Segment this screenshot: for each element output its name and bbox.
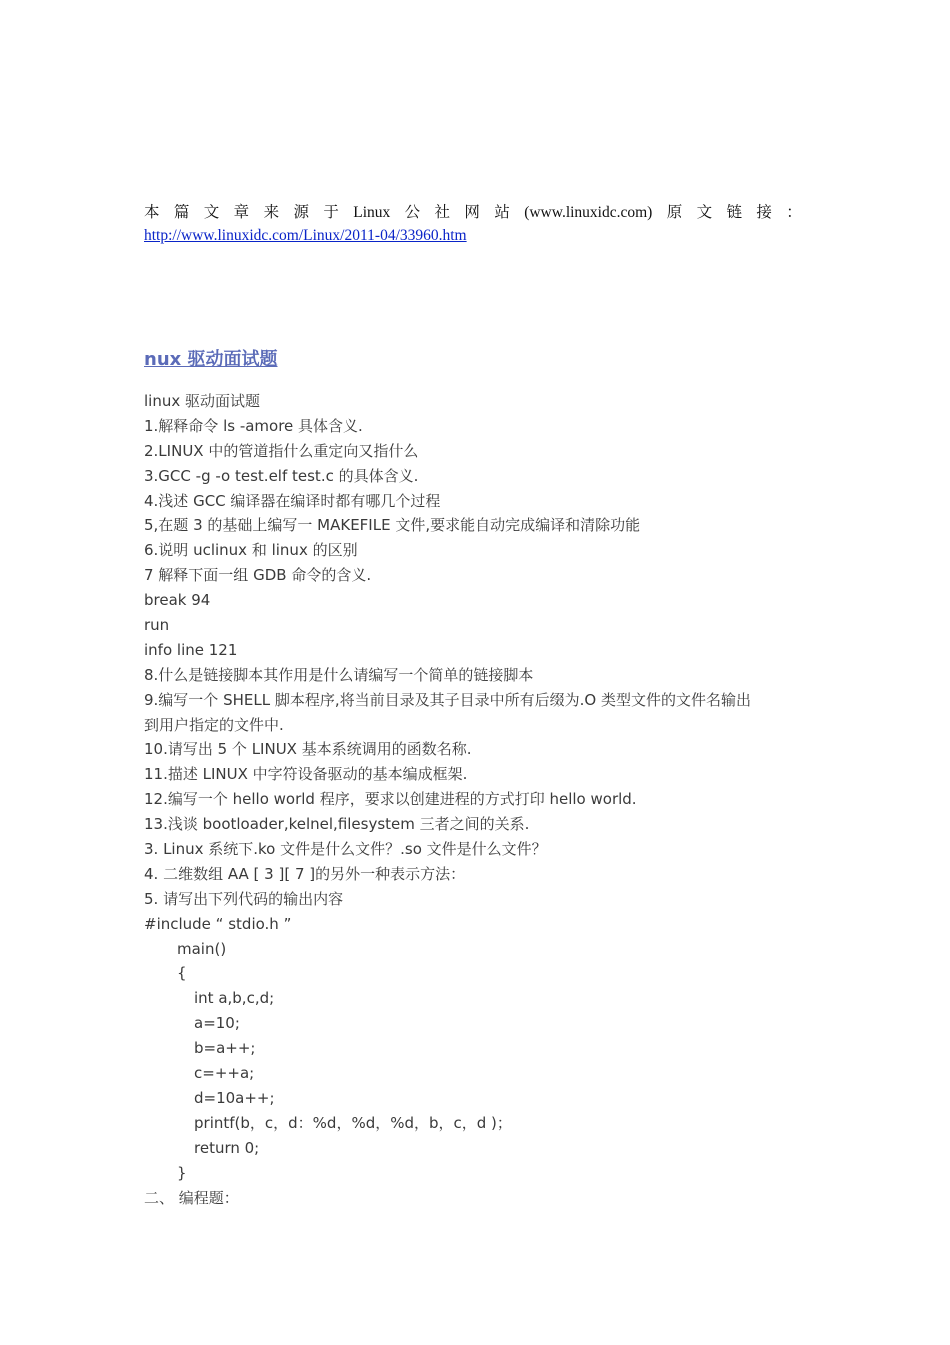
source-link[interactable]: http://www.linuxidc.com/Linux/2011-04/33960.htm — [144, 227, 467, 244]
source-char: 于 — [323, 204, 339, 221]
text-line: 9.编写一个 SHELL 脚本程序,将当前目录及其子目录中所有后缀为.O 类型文件的文件名输出 — [144, 690, 751, 709]
text-line: run — [144, 616, 170, 635]
text-line: 二、 编程题： — [144, 1188, 239, 1207]
text-line: { — [177, 964, 187, 983]
text-line: c=++a; — [194, 1064, 255, 1083]
text-line: 3.GCC -g -o test.elf test.c 的具体含义. — [144, 466, 419, 485]
article-title[interactable]: nux 驱动面试题 — [144, 349, 278, 370]
source-char: ： — [786, 204, 802, 221]
text-line: a=10; — [194, 1014, 240, 1033]
source-char: 源 — [293, 204, 309, 221]
text-line: 4.浅述 GCC 编译器在编译时都有哪几个过程 — [144, 491, 441, 510]
source-char: 本 — [144, 204, 160, 221]
text-line: 到用户指定的文件中. — [144, 715, 284, 734]
text-line: 10.请写出 5 个 LINUX 基本系统调用的函数名称. — [144, 740, 472, 759]
text-line: 6.说明 uclinux 和 linux 的区别 — [144, 541, 358, 560]
text-line: 3. Linux 系统下.ko 文件是什么文件？.so 文件是什么文件？ — [144, 840, 547, 859]
source-char: 文 — [203, 204, 220, 221]
text-line: 5. 请写出下列代码的输出内容 — [144, 889, 344, 908]
text-line: b=a++; — [194, 1039, 256, 1058]
text-line: 2.LINUX 中的管道指什么重定向又指什么 — [144, 441, 419, 460]
source-char: 链 — [726, 204, 743, 221]
text-line: } — [177, 1163, 187, 1182]
text-line: d=10a++; — [194, 1088, 275, 1107]
text-line: return 0; — [194, 1138, 260, 1157]
source-char: 社 — [434, 204, 451, 221]
source-char: (www.linuxidc.com) — [524, 204, 653, 221]
source-char: 公 — [404, 204, 421, 221]
text-line: 5,在题 3 的基础上编写一 MAKEFILE 文件,要求能自动完成编译和清除功能 — [144, 516, 641, 535]
text-line: linux 驱动面试题 — [144, 392, 260, 410]
text-line: int a,b,c,d; — [194, 989, 275, 1008]
text-line: printf(b，c，d：%d，%d，%d，b，c，d )； — [194, 1113, 512, 1132]
source-char: 网 — [464, 204, 480, 221]
text-line: 11.描述 LINUX 中字符设备驱动的基本编成框架. — [144, 765, 468, 784]
text-line: 8.什么是链接脚本其作用是什么请编写一个简单的链接脚本 — [144, 665, 534, 684]
text-line: 7 解释下面一组 GDB 命令的含义. — [144, 566, 372, 585]
article-body — [144, 389, 824, 1210]
source-char: 接 — [756, 204, 772, 221]
text-line: 1.解释命令 ls -amore 具体含义. — [144, 416, 363, 435]
text-line: #include “ stdio.h ” — [144, 914, 292, 933]
text-line: 12.编写一个 hello world 程序，要求以创建进程的方式打印 hello world. — [144, 790, 637, 809]
source-attribution — [144, 200, 802, 222]
text-line: 4. 二维数组 AA [ 3 ][ 7 ]的另外一种表示方法： — [144, 864, 466, 883]
text-line: 13.浅谈 bootloader,kelnel,filesystem 三者之间的关系. — [144, 815, 530, 834]
text-line: info line 121 — [144, 640, 238, 659]
source-char: 原 — [666, 204, 683, 221]
source-char: 章 — [233, 204, 250, 221]
text-line: main() — [177, 939, 227, 958]
source-char: 文 — [696, 204, 713, 221]
source-char: 站 — [494, 204, 510, 221]
source-char: 篇 — [173, 204, 190, 221]
text-line: break 94 — [144, 591, 211, 610]
source-char: Linux — [353, 204, 391, 221]
source-char: 来 — [263, 204, 280, 221]
